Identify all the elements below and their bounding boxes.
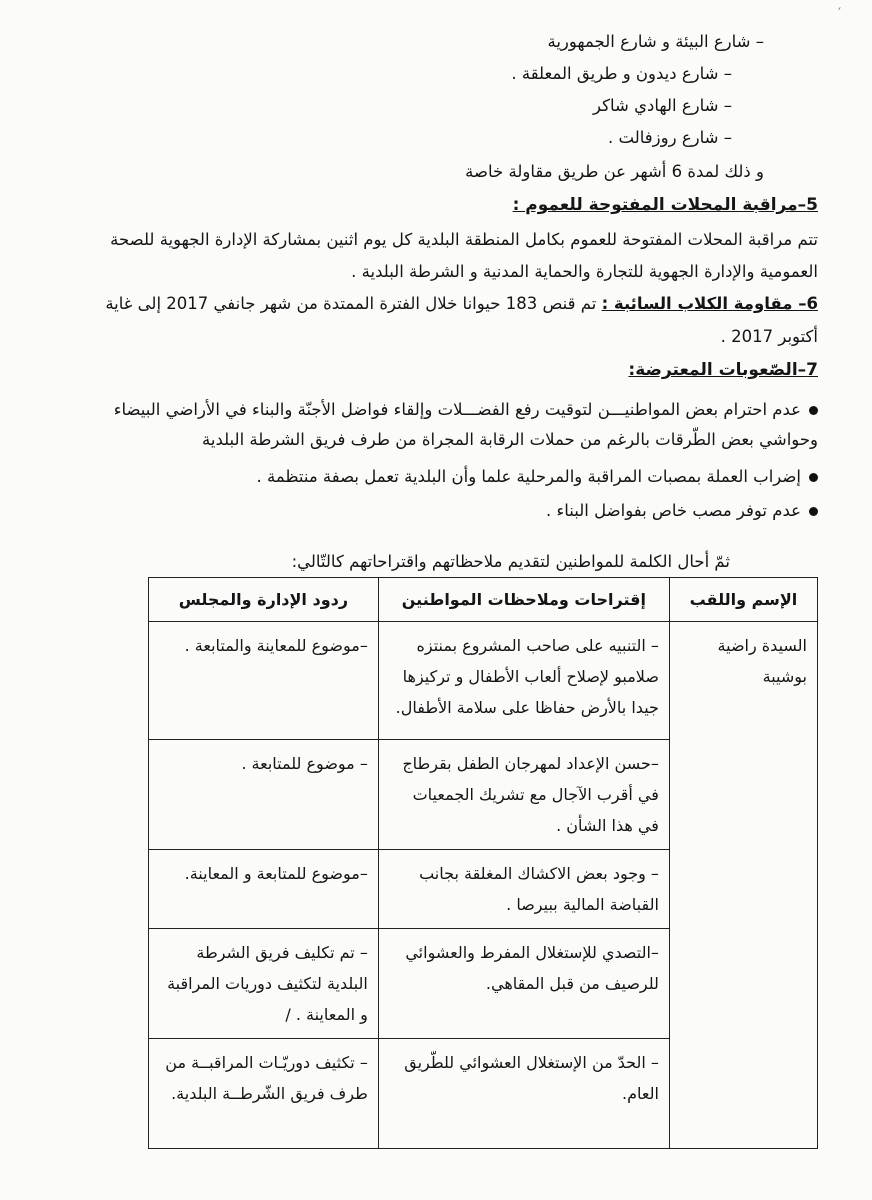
section5-text-line1: تتم مراقبة المحلات المفتوحة للعموم بكامل المنطقة البلدية كل يوم اثنين بمشاركة الإدارة الجهوية للصحة: [110, 230, 818, 249]
bullet-icon: [809, 507, 818, 516]
section6-paragraph: [105, 292, 818, 316]
response-cell: – تم تكليف فريق الشرطة البلدية لتكثيف دوريات المراقبة و المعاينة . /: [149, 929, 379, 1039]
response-cell: –موضوع للمعاينة والمتابعة .: [149, 622, 379, 740]
bullet-item: [256, 465, 818, 489]
section7-heading: 7–الصّعوبات المعترضة:: [628, 360, 818, 380]
bullet-text: عدم توفر مصب خاص بفواضل البناء .: [546, 501, 801, 520]
table-intro: ثمّ أحال الكلمة للمواطنين لتقديم ملاحظاتهم واقتراحاتهم كالتّالي:: [291, 552, 730, 571]
street-item: – شارع البيئة و شارع الجمهورية: [547, 32, 764, 51]
proposal-cell: – الحدّ من الإستغلال العشوائي للطّريق العام.: [378, 1039, 669, 1149]
header-responses: ردود الإدارة والمجلس: [149, 578, 379, 622]
header-proposals: إقتراحات وملاحظات المواطنين: [378, 578, 669, 622]
section5-heading: 5–مراقبة المحلات المفتوحة للعموم :: [512, 195, 818, 215]
response-cell: – تكثيف دوريّـات المراقبــة من طرف فريق الشّرطــة البلدية.: [149, 1039, 379, 1149]
scan-mark: ′: [838, 6, 842, 22]
citizens-table: [148, 577, 818, 1149]
bullet-text: عدم احترام بعض المواطنيـــن لتوقيت رفع الفضـــلات وإلقاء فواضل الأجنّة والبناء في الأراضي البيضاء: [113, 400, 801, 419]
proposal-cell: – وجود بعض الاكشاك المغلقة بجانب القباضة المالية ببيرصا .: [378, 850, 669, 929]
section6-text-line1: تم قنص 183 حيوانا خلال الفترة الممتدة من شهر جانفي 2017 إلى غاية: [105, 294, 602, 313]
response-cell: –موضوع للمتابعة و المعاينة.: [149, 850, 379, 929]
bullet-item: [546, 499, 818, 523]
section5-text-line2: العمومية والإدارة الجهوية للتجارة والحماية المدنية و الشرطة البلدية .: [351, 262, 818, 281]
bullet-item: [114, 398, 818, 422]
duration-line: و ذلك لمدة 6 أشهر عن طريق مقاولة خاصة: [465, 162, 764, 181]
bullet-text-continuation: وحواشي بعض الطّرقات بالرغم من حملات الرقابة المجراة من طرف فريق الشرطة البلدية: [202, 430, 818, 449]
proposal-cell: – التنبيه على صاحب المشروع بمنتزه صلامبو لإصلاح ألعاب الأطفال و تركيزها جيدا بالأرض حفاظا على سلامة الأطفال.: [378, 622, 669, 740]
citizen-name: السيدة راضية بوشيبة: [669, 622, 817, 1149]
street-item: – شارع ديدون و طريق المعلقة .: [511, 64, 732, 83]
bullet-text: إضراب العملة بمصبات المراقبة والمرحلية علما وأن البلدية تعمل بصفة منتظمة .: [256, 467, 801, 486]
section6-heading: 6– مقاومة الكلاب السائبة :: [601, 294, 818, 313]
street-item: – شارع الهادي شاكر: [593, 96, 732, 115]
section6-text-line2: أكتوبر 2017 .: [720, 327, 818, 346]
bullet-icon: [809, 406, 818, 415]
table-header-row: [149, 578, 818, 622]
street-item: – شارع روزفالت .: [608, 128, 732, 147]
table-row: [149, 622, 818, 740]
bullet-icon: [809, 473, 818, 482]
header-name: الإسم واللقب: [669, 578, 817, 622]
proposal-cell: –التصدي للإستغلال المفرط والعشوائي للرصيف من قبل المقاهي.: [378, 929, 669, 1039]
proposal-cell: –حسن الإعداد لمهرجان الطفل بقرطاج في أقرب الآجال مع تشريك الجمعيات في هذا الشأن .: [378, 740, 669, 850]
response-cell: – موضوع للمتابعة .: [149, 740, 379, 850]
